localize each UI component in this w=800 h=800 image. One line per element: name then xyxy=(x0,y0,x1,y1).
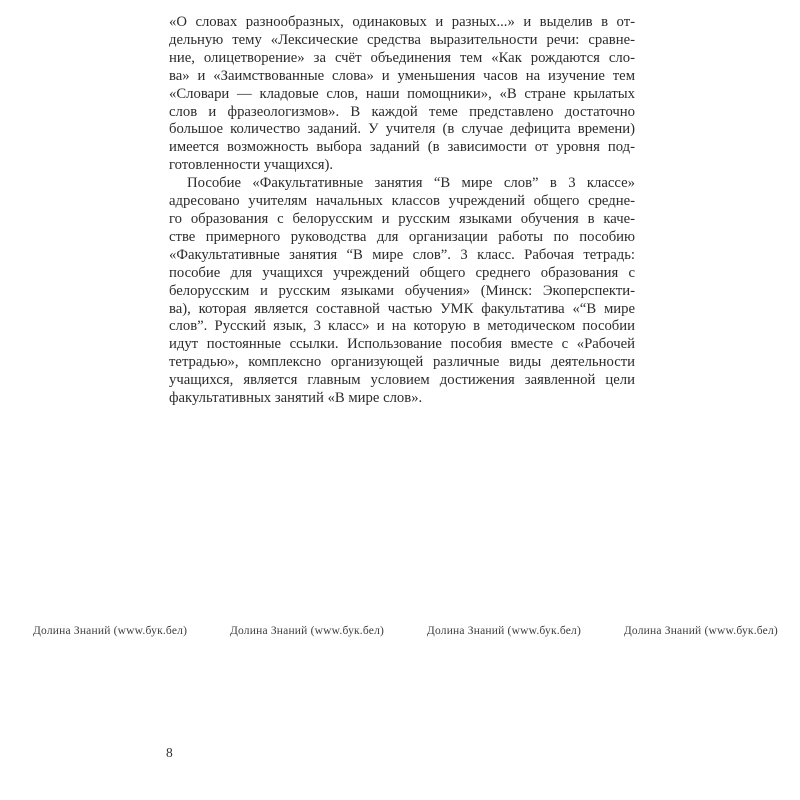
paragraph xyxy=(169,175,635,408)
text-line: факультативных занятий «В мире слов». xyxy=(169,390,423,407)
text-line: «Словари — кладовые слов, наши помощники», «В стране крылатых xyxy=(169,85,635,102)
watermark-row xyxy=(33,625,778,637)
text-line: идут постоянные ссылки. Использование пособия вместе с «Рабочей xyxy=(169,336,635,353)
text-line: дельную тему «Лексические средства выразительности речи: сравне- xyxy=(169,31,635,48)
text-line: Пособие «Факультативные занятия “В мире слов” в 3 классе» xyxy=(187,175,635,192)
text-line: учащихся, является главным условием достижения заявленной цели xyxy=(169,372,635,389)
text-line: стве примерного руководства для организации работы по пособию xyxy=(169,228,635,245)
watermark-text: Долина Знаний (www.бук.бел) xyxy=(426,625,582,637)
watermark-text: Долина Знаний (www.бук.бел) xyxy=(33,625,188,637)
text-line: имеется возможность выбора заданий (в зависимости от уровня под- xyxy=(169,139,635,156)
watermark-text: Долина Знаний (www.бук.бел) xyxy=(229,625,385,637)
text-line: готовленности учащихся). xyxy=(169,157,334,174)
paragraph xyxy=(169,14,635,175)
body-text xyxy=(169,14,635,408)
text-line: слов”. Русский язык, 3 класс» и на которую в методическом пособии xyxy=(169,318,635,335)
watermark-text: Долина Знаний (www.бук.бел) xyxy=(623,625,778,637)
text-line: пособие для учащихся учреждений общего среднего образования с xyxy=(169,264,635,281)
text-line: ва» и «Заимствованные слова» и уменьшения часов на изучение тем xyxy=(169,67,635,84)
text-line: большое количество заданий. У учителя (в случае дефицита времени) xyxy=(169,121,635,138)
page-number: 8 xyxy=(166,745,173,760)
text-line: адресовано учителям начальных классов учреждений общего средне- xyxy=(169,193,635,210)
text-line: го образования с белорусским и русским языками обучения в каче- xyxy=(169,210,635,227)
text-line: «Факультативные занятия “В мире слов”. 3 класс. Рабочая тетрадь: xyxy=(169,246,635,263)
text-line: «О словах разнообразных, одинаковых и разных...» и выделив в от- xyxy=(169,14,635,30)
text-line: ние, олицетворение» за счёт объединения тем «Как рождаются сло- xyxy=(169,49,635,66)
text-line: белорусским и русским языками обучения» (Минск: Экоперспекти- xyxy=(169,282,635,299)
text-line: слов и фразеологизмов». В каждой теме представлено достаточно xyxy=(169,103,635,120)
text-line: тетрадью», комплексно организующей различные виды деятельности xyxy=(169,354,635,371)
text-line: ва), которая является составной частью УМК факультатива «“В мире xyxy=(169,300,635,317)
